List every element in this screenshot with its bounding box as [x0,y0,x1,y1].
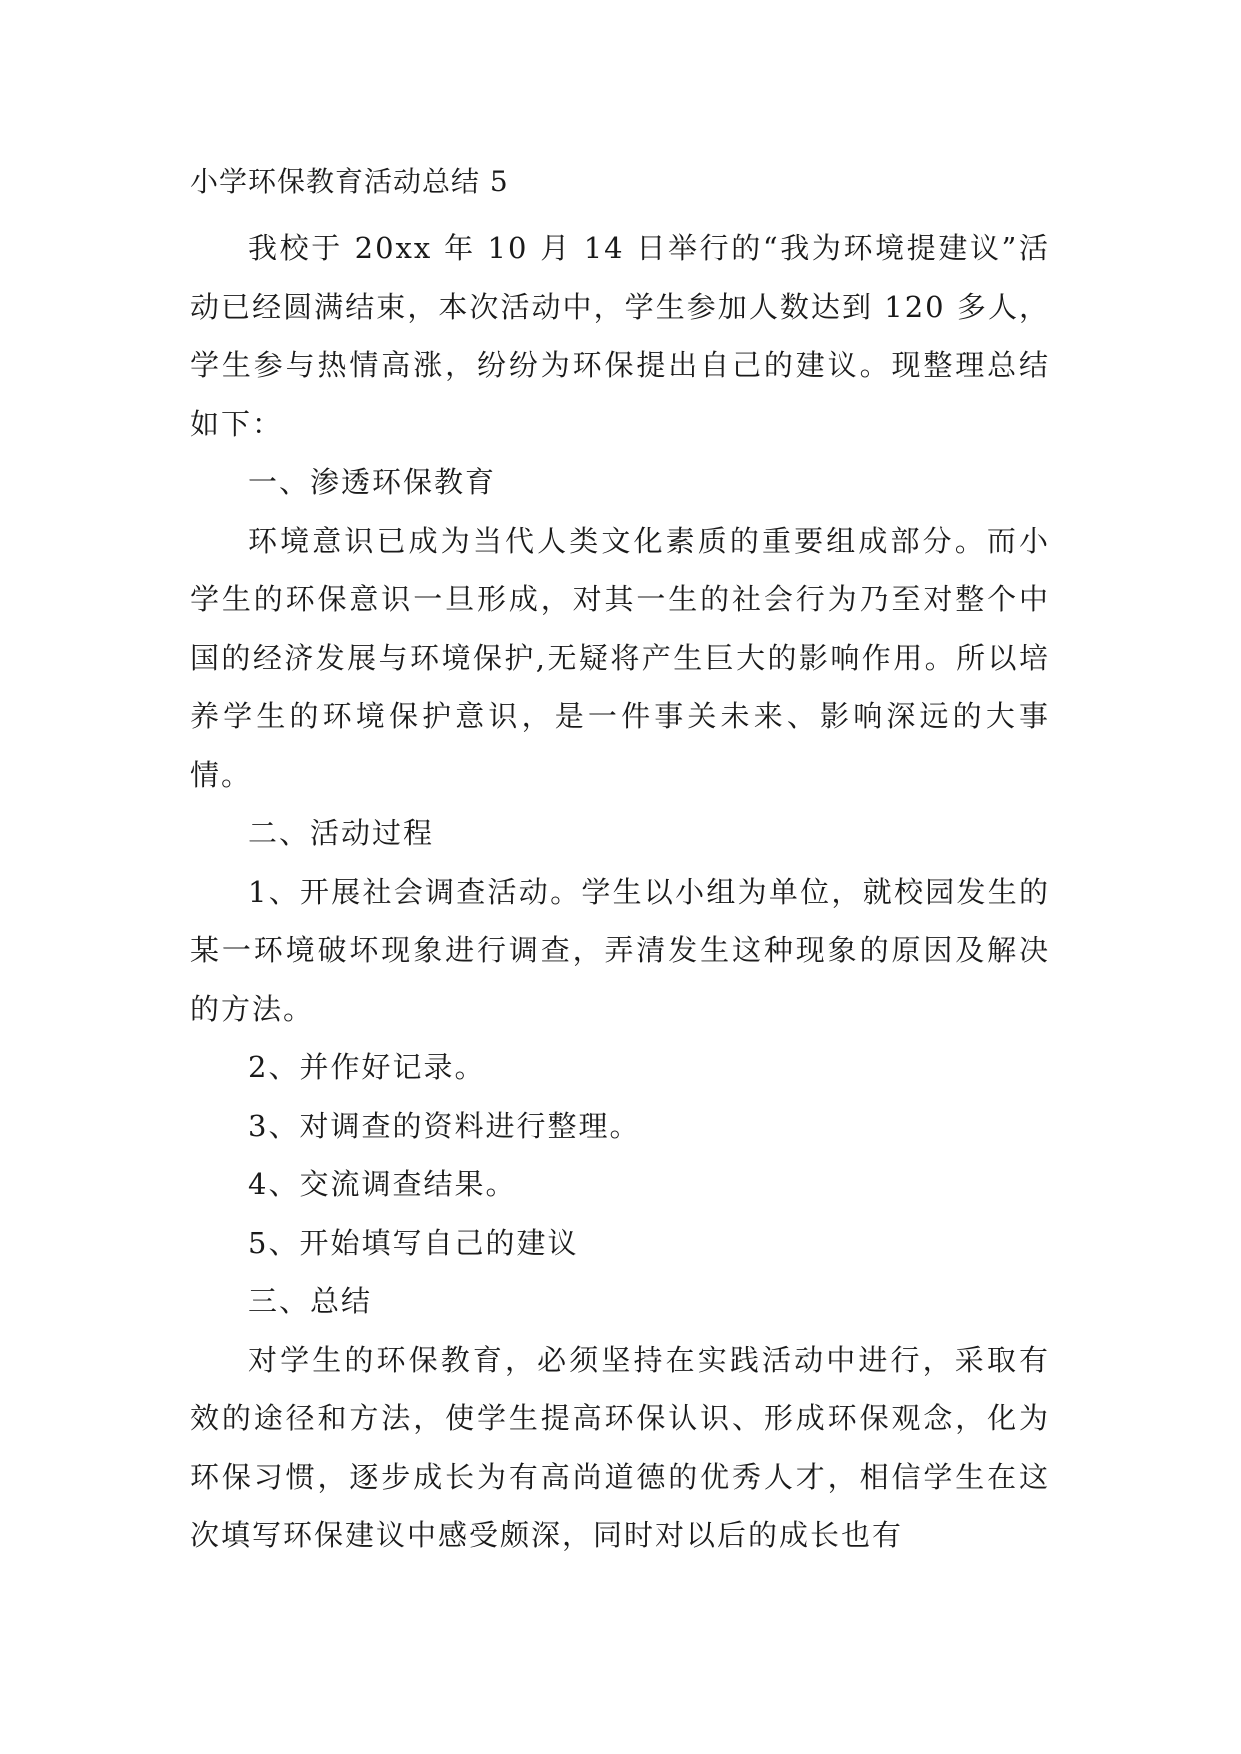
document-title: 小学环保教育活动总结 5 [190,165,509,198]
document-page [190,162,1050,1565]
section-heading-1: 一、渗透环保教育 [248,465,497,499]
section-heading-2: 二、活动过程 [248,816,435,850]
paragraph-intro: 我校于 20xx 年 10 月 14 日举行的“我为环境提建议”活动已经圆满结束，本次活动中，学生参加人数达到 120 多人，学生参与热情高涨，纷纷为环保提出自己的建议。现整理总结如下： [190,231,1050,441]
list-item-1: 1、开展社会调查活动。学生以小组为单位，就校园发生的某一环境破坏现象进行调查，弄清发生这种现象的原因及解决的方法。 [190,874,1050,1026]
section-heading-3: 三、总结 [248,1284,373,1318]
list-item-5: 5、开始填写自己的建议 [248,1225,579,1260]
list-item-2: 2、并作好记录。 [248,1050,486,1084]
paragraph-summary: 对学生的环保教育，必须坚持在实践活动中进行，采取有效的途径和方法，使学生提高环保认识、形成环保观念，化为环保习惯，逐步成长为有高尚道德的优秀人才，相信学生在这次填写环保建议中感受颇深，同时对以后的成长也有 [190,1342,1050,1552]
paragraph-awareness: 环境意识已成为当代人类文化素质的重要组成部分。而小学生的环保意识一旦形成，对其一生的社会行为乃至对整个中国的经济发展与环境保护,无疑将产生巨大的影响作用。所以培养学生的环境保护意识，是一件事关未来、影响深远的大事情。 [190,523,1050,792]
list-item-4: 4、交流调查结果。 [248,1167,517,1201]
list-item-3: 3、对调查的资料进行整理。 [248,1108,641,1143]
